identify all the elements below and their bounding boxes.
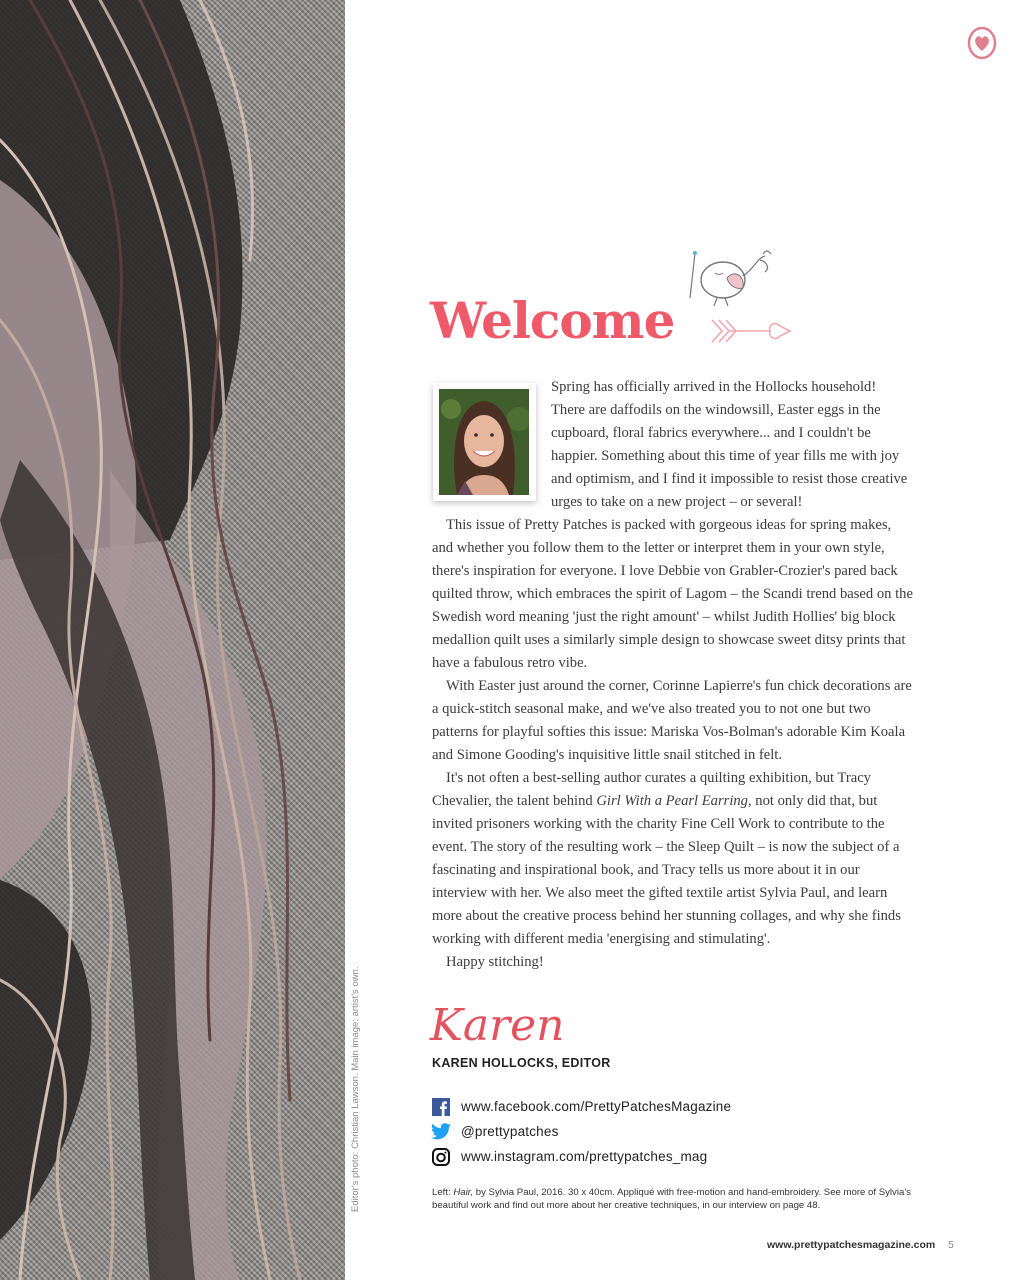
instagram-link[interactable]: www.instagram.com/prettypatches_mag bbox=[461, 1149, 708, 1164]
paragraph: This issue of Pretty Patches is packed with gorgeous ideas for spring makes, and whether you follow them to the letter or interpret them in your own style, there's inspiration for everyone. I love Debbie von Grabler-Crozier's pared back quilted throw, which embraces the spirit of Lagom – the Scandi trend based on the Swedish word meaning 'just the right amount' – whilst Judith Hollies' big block medallion quilt uses a similarly simple design to showcase sweet ditsy prints that have a fabulous retro vibe. bbox=[432, 517, 913, 671]
sign-off: Happy stitching! bbox=[446, 954, 544, 970]
header bbox=[430, 248, 810, 358]
page-title: Welcome bbox=[430, 291, 675, 350]
social-links bbox=[431, 1094, 731, 1169]
artwork-image bbox=[0, 0, 345, 1280]
image-caption: Left: Hair, by Sylvia Paul, 2016. 30 x 40cm. Appliqué with free-motion and hand-embroidery. See more of Sylvia's beautiful work and find out more about her creative techniques, in our interview on page 48. bbox=[432, 1187, 911, 1211]
social-instagram[interactable] bbox=[431, 1144, 731, 1169]
instagram-icon bbox=[431, 1147, 451, 1167]
article-body bbox=[432, 376, 914, 974]
bird-icon bbox=[685, 248, 795, 318]
page-number: 5 bbox=[948, 1239, 954, 1251]
book-title: Girl With a Pearl Earring bbox=[596, 793, 748, 809]
paragraph: With Easter just around the corner, Corinne Lapierre's fun chick decorations are a quick-stitch seasonal make, and we've also treated you to not one but two patterns for playful softies this issue: Mariska Vos-Bolman's adorable Kim Koala and Simone Gooding's inquisitive little snail stitched in felt. bbox=[432, 678, 912, 763]
facebook-icon bbox=[431, 1097, 451, 1117]
photo-credit: Editor's photo: Christian Lawson. Main image: artist's own. bbox=[350, 966, 361, 1212]
social-facebook[interactable] bbox=[431, 1094, 731, 1119]
social-twitter[interactable] bbox=[431, 1119, 731, 1144]
textile-collage-graphic bbox=[0, 0, 345, 1280]
twitter-handle[interactable]: @prettypatches bbox=[461, 1124, 559, 1139]
signature-script: Karen bbox=[430, 1000, 565, 1051]
artwork-title: Hair, bbox=[453, 1187, 474, 1198]
facebook-link[interactable]: www.facebook.com/PrettyPatchesMagazine bbox=[461, 1099, 732, 1114]
twitter-icon bbox=[431, 1122, 451, 1142]
intro-paragraph: Spring has officially arrived in the Hollocks household! There are daffodils on the windowsill, Easter eggs in the cupboard, floral fabrics everywhere... and I couldn't be happier. Something about this time of year fills me with joy and optimism, and I find it impossible to resist those creative urges to take on a new project – or several! bbox=[551, 379, 908, 510]
heart-icon bbox=[965, 25, 999, 61]
paragraph: It's not often a best-selling author curates a quilting exhibition, but Tracy Chevalier, the talent behind Girl With a Pearl Earring, not only did that, but invited prisoners working with the charity Fine Cell Work to contribute to the event. The story of the resulting work – the Sleep Quilt – is now the subject of a fascinating and inspirational book, and Tracy tells us more about it in our interview with her. We also meet the gifted textile artist Sylvia Paul, and learn more about the creative process behind her stunning collages, and why she finds working with different media 'energising and stimulating'. bbox=[432, 770, 901, 947]
editor-name: KAREN HOLLOCKS, EDITOR bbox=[432, 1056, 611, 1070]
footer-url[interactable]: www.prettypatchesmagazine.com bbox=[767, 1239, 936, 1251]
arrow-heart-icon bbox=[710, 316, 800, 346]
